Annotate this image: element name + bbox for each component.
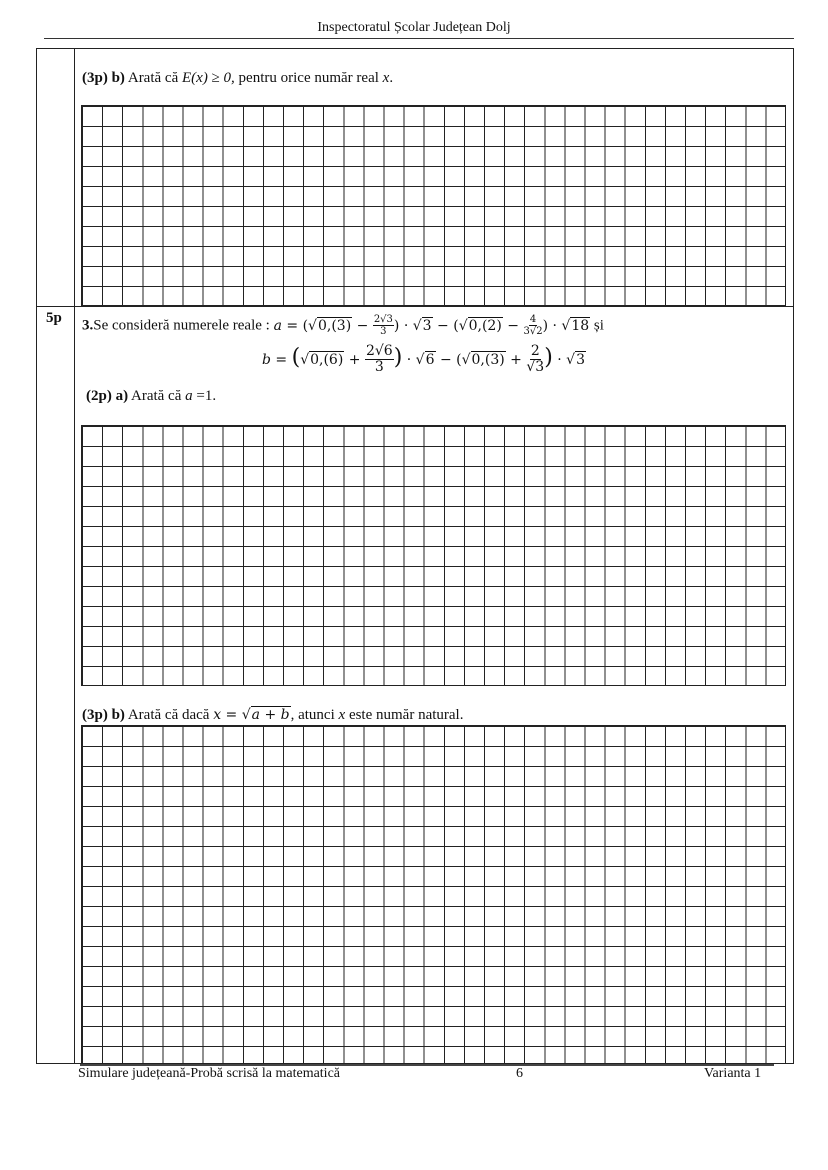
question-3b-prompt — [82, 707, 463, 724]
question-2b-prompt — [82, 70, 393, 87]
math-variable: x — [382, 70, 390, 86]
prompt-text: Se consideră numerele reale : — [93, 317, 274, 334]
score-label: 5p — [46, 310, 62, 326]
answer-grid-3b[interactable] — [81, 725, 786, 1064]
points-label: (3p) b) — [82, 70, 125, 86]
prompt-text: , atunci — [290, 707, 339, 723]
formula-b: b = (√0,(6) + $\frac{2√6}{3}$ ) · √6 − (√0,(3) + $\frac{2}{√3}$ ) · √3 — [262, 343, 585, 376]
points-label: (3p) b) — [82, 707, 125, 723]
formula-a: a = (√0,(3) − $\frac{2√3}{3}$ ) · √3 − (√0,(2) − $\frac{4}{3√2}$ ) · √18 — [273, 314, 590, 337]
prompt-text: . — [389, 70, 394, 86]
page-number: 6 — [516, 1066, 523, 1081]
prompt-text: și — [590, 317, 604, 334]
math-expression: x = √a + b — [213, 707, 290, 723]
page-header: Inspectoratul Școlar Județean Dolj — [317, 20, 511, 35]
prompt-text: Arată că — [127, 70, 182, 86]
prompt-text: pentru orice număr real — [234, 70, 383, 86]
answer-grid-3a[interactable] — [81, 425, 786, 686]
row-divider — [36, 306, 794, 307]
score-column-divider — [74, 48, 75, 1064]
math-variable: x — [338, 707, 346, 723]
points-label: (2p) a) — [86, 388, 129, 404]
question-3-intro — [82, 314, 604, 337]
prompt-text: Arată că — [128, 388, 186, 404]
prompt-text: Arată că dacă — [124, 707, 214, 723]
footer-exam-name: Simulare județeană-Probă scrisă la matematică — [78, 1066, 341, 1081]
math-variable: a — [185, 388, 193, 404]
footer-variant: Varianta 1 — [704, 1066, 762, 1081]
prompt-text: este număr natural. — [345, 707, 464, 723]
answer-grid-2b[interactable] — [81, 105, 786, 306]
question-3a-prompt — [86, 388, 216, 405]
header-rule — [44, 38, 794, 39]
prompt-text: =1. — [192, 388, 217, 404]
math-expression: E(x) ≥ 0, — [182, 70, 235, 86]
question-number: 3. — [82, 317, 94, 334]
